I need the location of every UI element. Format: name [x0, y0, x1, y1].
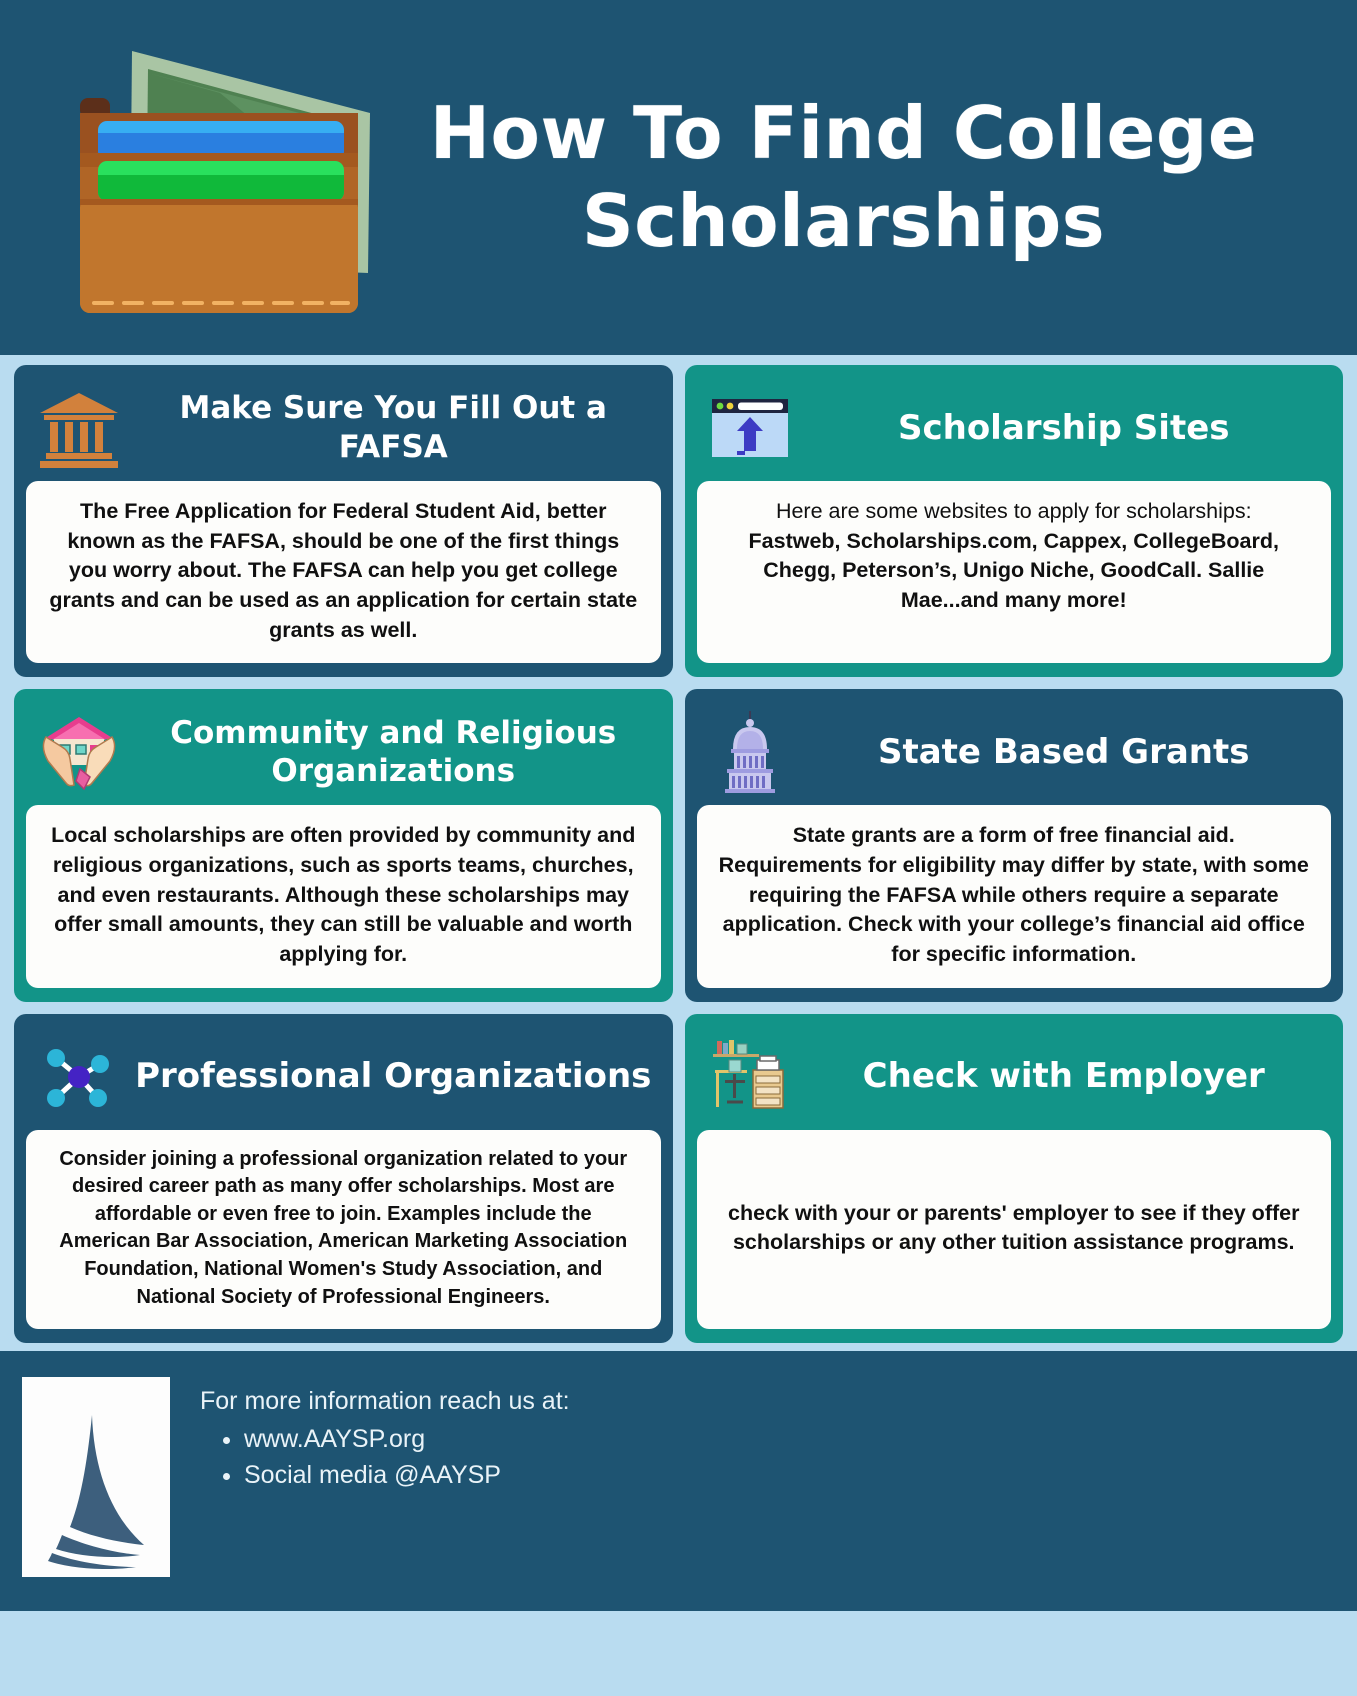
card-header [697, 377, 1332, 481]
network-nodes-icon [36, 1034, 122, 1120]
card-body [26, 1130, 661, 1330]
card-title: State Based Grants [878, 732, 1250, 773]
wallet-icon [70, 33, 370, 323]
card-title: Professional Organizations [135, 1056, 652, 1097]
card-title: Check with Employer [862, 1056, 1265, 1097]
card-header [26, 377, 661, 481]
card-body [697, 1130, 1332, 1330]
footer-heading: For more information reach us at: [200, 1387, 570, 1416]
card-header [26, 701, 661, 805]
page-title-line1: How To Find College [429, 90, 1258, 175]
card-body-intro: Here are some websites to apply for scholarships: [775, 499, 1252, 523]
hands-holding-house-icon [36, 709, 122, 795]
poster-footer [0, 1351, 1357, 1611]
card-body [26, 805, 661, 987]
card-body-text: Fastweb, Scholarships.com, Cappex, CollegeBoard, Chegg, Peterson’s, Unigo Niche, GoodCall. Sallie Mae...and many more! [748, 528, 1279, 612]
capitol-dome-icon [707, 709, 793, 795]
card-employer[interactable] [685, 1014, 1344, 1344]
card-header [697, 1026, 1332, 1130]
card-title: Scholarship Sites [897, 407, 1230, 448]
card-body-text: State grants are a form of free financial aid. Requirements for eligibility may differ by state, with some requiring the FAFSA while others require a separate application. Check with your college’s financial aid office for specific information. [718, 823, 1309, 966]
browser-window-upload-icon [707, 385, 793, 471]
office-desk-icon [707, 1034, 793, 1120]
card-body-text: check with your or parents' employer to see if they offer scholarships or any other tuition assistance programs. [728, 1200, 1300, 1255]
aaysp-sail-logo [22, 1377, 170, 1577]
card-body [697, 805, 1332, 987]
card-header [697, 701, 1332, 805]
card-header [26, 1026, 661, 1130]
poster-header [0, 0, 1357, 355]
card-grid [0, 355, 1357, 1351]
footer-link-website[interactable]: • www.AAYSP.org [244, 1423, 570, 1457]
card-body-text: Consider joining a professional organization related to your desired career path as many offer scholarships. Most are affordable or even free to join. Examples include the American Bar Association, American Marketing Association Foundation, National Women's Study Association, and National Society of Professional Engineers. [59, 1147, 628, 1308]
card-community-religious[interactable] [14, 689, 673, 1001]
bank-building-icon [36, 385, 122, 471]
card-state-grants[interactable] [685, 689, 1344, 1001]
card-body-text: Local scholarships are often provided by community and religious organizations, such as sports teams, churches, and even restaurants. Although these scholarships may offer small amounts, they can still be valuable and worth applying for. [51, 823, 636, 966]
card-professional-orgs[interactable] [14, 1014, 673, 1344]
card-title: Community and Religious Organizations [170, 714, 617, 790]
footer-link-social[interactable]: • Social media @AAYSP [244, 1459, 570, 1493]
card-body [697, 481, 1332, 663]
card-scholarship-sites[interactable] [685, 365, 1344, 677]
card-body [26, 481, 661, 663]
card-title: Make Sure You Fill Out a FAFSA [179, 390, 607, 465]
page-title-line2: Scholarships [581, 178, 1106, 263]
footer-contact [200, 1377, 570, 1492]
footer-links [244, 1423, 570, 1493]
page-title [410, 90, 1317, 266]
card-fafsa[interactable] [14, 365, 673, 677]
card-body-text: The Free Application for Federal Student Aid, better known as the FAFSA, should be one of the first things you worry about. The FAFSA can help you get college grants and can be used as an application for certain state grants as well. [49, 499, 638, 642]
